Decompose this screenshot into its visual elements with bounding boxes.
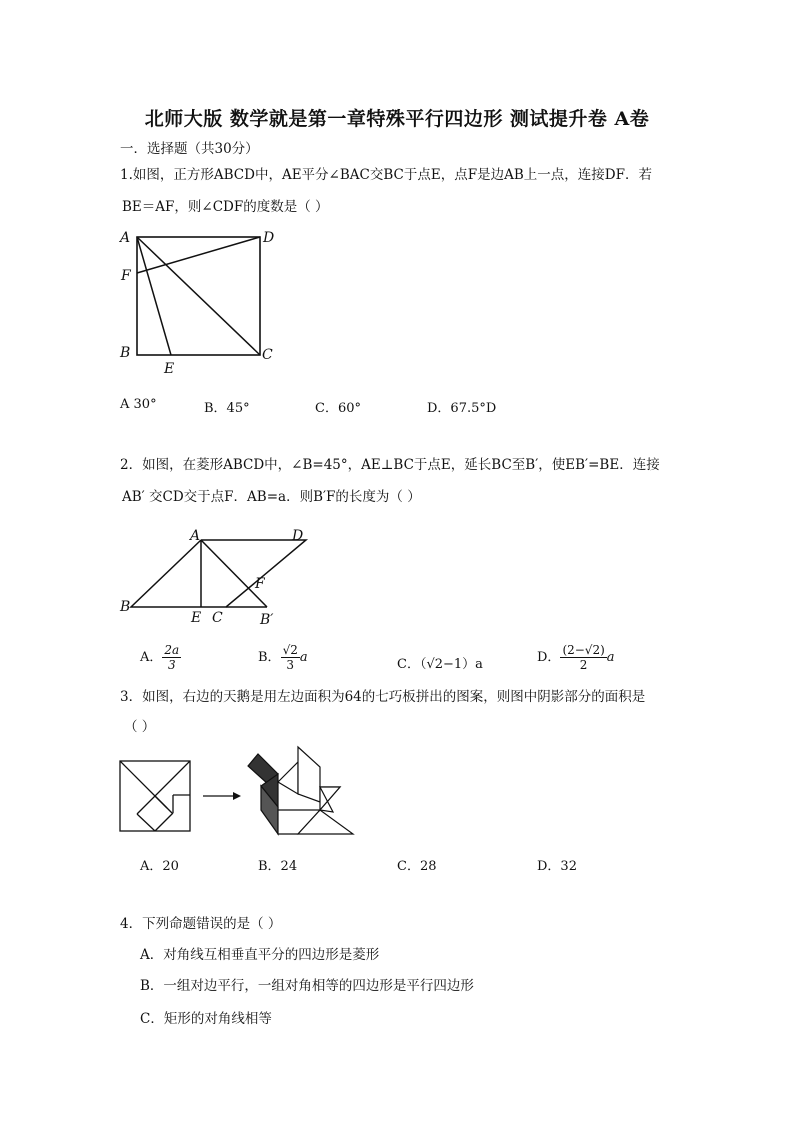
q2-option-c[interactable]: C．（√2−1）a	[397, 657, 483, 672]
label-c: C	[212, 610, 223, 626]
label-b-prime: B′	[260, 612, 274, 628]
q2-rhombus-diagram	[115, 525, 315, 630]
q4-option-b[interactable]: B．一组对边平行，一组对角相等的四边形是平行四边形	[140, 978, 474, 994]
q1-option-d[interactable]: D．67.5°D	[427, 401, 497, 416]
q1-stem-line1: 1.如图，正方形ABCD中，AE平分∠BAC交BC于点E，点F是边AB上一点，连接DF．若	[120, 167, 652, 183]
q3-option-c[interactable]: C．28	[397, 859, 437, 874]
segment-ae	[137, 237, 171, 355]
q1-option-a[interactable]: A 30°	[120, 397, 157, 412]
label-e: E	[191, 610, 202, 626]
segment-ab-prime	[201, 540, 267, 607]
q3-option-d[interactable]: D．32	[537, 859, 577, 874]
label-f: F	[255, 576, 265, 592]
q3-tangram-diagram	[115, 742, 365, 842]
page-title: 北师大版 数学就是第一章特殊平行四边形 测试提升卷 A卷	[144, 108, 650, 130]
q4-option-c[interactable]: C．矩形的对角线相等	[140, 1011, 272, 1027]
q1-option-b[interactable]: B．45°	[204, 401, 250, 416]
arrow-icon	[203, 792, 241, 800]
q1-option-c[interactable]: C．60°	[315, 401, 361, 416]
q3-stem-line2: （ ）	[124, 719, 156, 735]
label-f: F	[121, 268, 131, 284]
label-e: E	[164, 361, 175, 377]
label-c: C	[262, 347, 273, 363]
q3-stem-line1: 3．如图，右边的天鹅是用左边面积为64的七巧板拼出的图案，则图中阴影部分的面积是	[120, 689, 646, 705]
q2-option-d-prefix: D．	[537, 650, 561, 665]
section-heading: 一．选择题（共30分）	[120, 141, 259, 157]
tangram-square	[120, 761, 190, 831]
q2-stem-line2: AB′ 交CD交于点F．AB=a．则B′F的长度为（ ）	[122, 489, 421, 505]
q2-option-d-suffix: a	[606, 650, 615, 665]
q2-option-a-numerator: 2a	[164, 643, 180, 657]
q1-stem-line2: BE＝AF，则∠CDF的度数是（ ）	[122, 199, 329, 215]
label-d: D	[263, 230, 275, 246]
q4-option-a[interactable]: A．对角线互相垂直平分的四边形是菱形	[140, 947, 380, 963]
label-a: A	[190, 528, 201, 544]
q2-option-d-denominator: 2	[579, 658, 588, 672]
q2-option-d[interactable]	[537, 643, 615, 672]
q3-option-a[interactable]: A．20	[140, 859, 179, 874]
label-d: D	[292, 528, 304, 544]
q2-option-a-denominator: 3	[167, 658, 176, 672]
q2-option-b-denominator: 3	[286, 658, 295, 672]
label-b: B	[120, 599, 131, 615]
q4-stem: 4．下列命题错误的是（ ）	[120, 916, 282, 932]
q2-option-b-prefix: B．	[258, 650, 281, 665]
tangram-swan	[248, 747, 353, 834]
q2-stem-line1: 2．如图，在菱形ABCD中，∠B=45°，AE⊥BC于点E，延长BC至B′，使EB′=BE．连接	[120, 457, 660, 473]
label-b: B	[120, 345, 131, 361]
q2-option-a[interactable]	[140, 643, 181, 672]
q2-option-b-suffix: a	[299, 650, 308, 665]
q2-option-a-prefix: A．	[140, 650, 163, 665]
rhombus-abcd	[131, 540, 306, 607]
label-a: A	[120, 230, 131, 246]
q2-option-b-numerator: √2	[282, 643, 298, 657]
q3-option-b[interactable]: B．24	[258, 859, 298, 874]
q2-option-b[interactable]	[258, 643, 308, 672]
q1-square-diagram	[110, 225, 290, 380]
q2-option-d-numerator: (2−√2)	[562, 643, 605, 657]
